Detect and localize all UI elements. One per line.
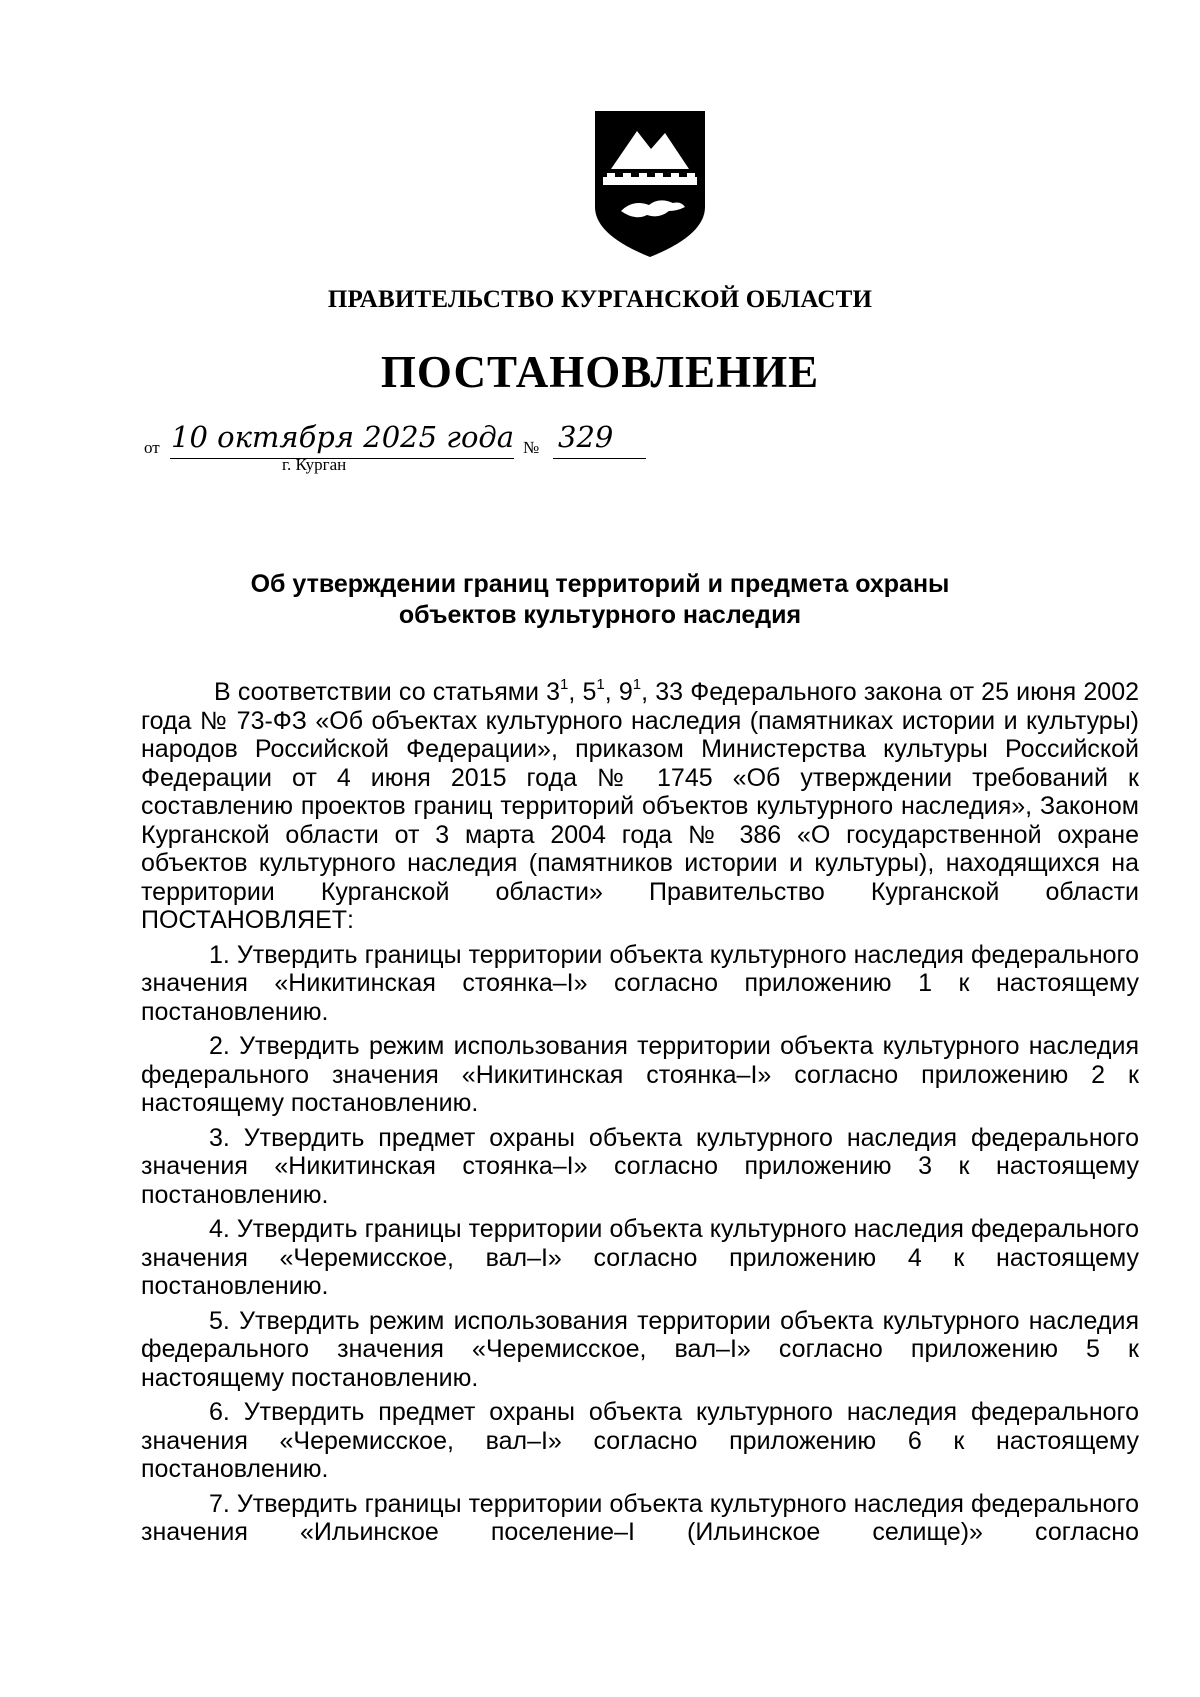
city-label: г. Курган (282, 455, 347, 474)
resolution-item-7: 7. Утвердить границы территории объекта культурного наследия федерального значения «Ильинское поселение–I (Ильинское селище)» согласно (141, 1489, 1139, 1546)
superscript: 1 (560, 675, 569, 693)
preamble-text: В соответствии со статьями 3 (214, 678, 561, 706)
superscript: 1 (596, 675, 605, 693)
resolution-item-2: 2. Утвердить режим использования территории объекта культурного наследия федерального значения «Никитинская стоянка–I» согласно приложению 2 к настоящему постановлению. (141, 1032, 1139, 1117)
resolution-item-6: 6. Утвердить предмет охраны объекта культурного наследия федерального значения «Черемисское, вал–I» согласно приложению 6 к настоящему постановлению. (141, 1398, 1139, 1483)
preamble-text: , 5 (568, 678, 597, 706)
document-type-title: ПОСТАНОВЛЕНИЕ (380, 347, 820, 397)
preamble-text: , 33 Федерального закона от 25 июня 2002 года № 73-ФЗ «Об объектах культурного наследия (памятниках истории и культуры) народов Российской Федерации», приказом Министерства культуры Российской Федерации от 4 июня 2015 года № 1745 «Об утверждении требований к составлению проектов границ территорий объектов культурного наследия», Законом Курганской области от 3 марта 2004 года № 386 «О государственной охране объектов культурного наследия (памятников истории и культуры), находящихся на территории Курганской области» Правительство Курганской области ПОСТАНОВЛЯЕТ: (141, 678, 1140, 934)
number-label: № (523, 438, 540, 457)
subject-line-1: Об утверждении границ территорий и предмета охраны (250, 570, 950, 598)
superscript: 1 (632, 675, 642, 693)
preamble-text: , 9 (604, 678, 633, 706)
resolution-item-4: 4. Утвердить границы территории объекта культурного наследия федерального значения «Черемисское, вал–I» согласно приложению 4 к настоящему постановлению. (141, 1215, 1139, 1300)
handwritten-date: 10 октября 2025 года (171, 420, 515, 454)
subject-line-2: объектов культурного наследия (398, 601, 802, 629)
from-label: от (144, 438, 160, 457)
resolution-item-1: 1. Утвердить границы территории объекта культурного наследия федерального значения «Никитинская стоянка–I» согласно приложению 1 к настоящему постановлению. (141, 940, 1139, 1026)
resolution-item-3: 3. Утвердить предмет охраны объекта культурного наследия федерального значения «Никитинская стоянка–I» согласно приложению 3 к настоящему постановлению. (141, 1123, 1139, 1209)
number-underline (553, 458, 646, 459)
document-subject (0, 569, 1200, 631)
coat-of-arms-emblem (589, 107, 711, 259)
document-body (141, 675, 1140, 1547)
government-name: ПРАВИТЕЛЬСТВО КУРГАНСКОЙ ОБЛАСТИ (327, 286, 873, 313)
resolution-item-5: 5. Утвердить режим использования территории объекта культурного наследия федерального значения «Черемисское, вал–I» согласно приложению 5 к настоящему постановлению. (141, 1306, 1139, 1392)
handwritten-number: 329 (558, 420, 614, 454)
preamble-paragraph (141, 675, 1140, 935)
